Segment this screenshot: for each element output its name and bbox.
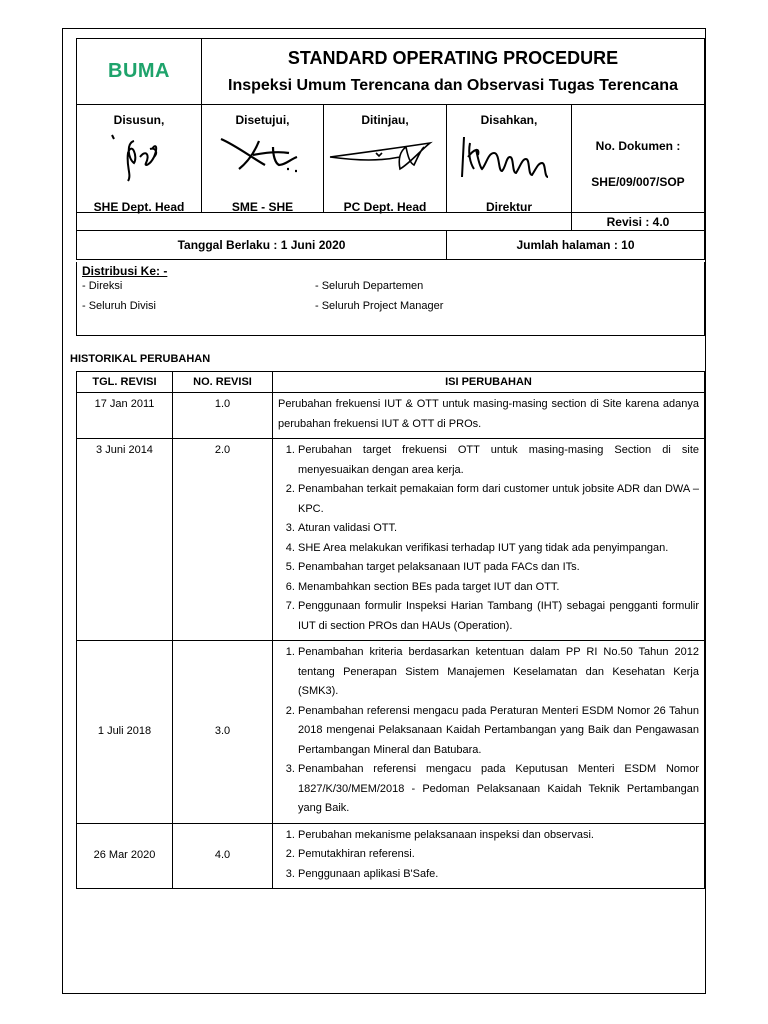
- effective-date: Tanggal Berlaku : 1 Juni 2020: [77, 231, 447, 260]
- distribution-item: - Seluruh Divisi: [82, 300, 156, 312]
- signature-image: [213, 127, 313, 185]
- history-table: [76, 371, 705, 889]
- revision-content: [273, 439, 705, 641]
- list-item: 2. Penambahan referensi mengacu pada Peraturan Menteri ESDM Nomor 26 Tahun 2018 mengenai Pelaksanaan Kaidah Pertambangan yang Baik dan Pengawasan Pertambangan Mineral dan Batubara.: [298, 702, 699, 761]
- list-item: 2. Pemutakhiran referensi.: [298, 845, 699, 865]
- sop-header-table: [76, 38, 705, 260]
- list-item: 1. Perubahan target frekuensi OTT untuk masing-masing Section di site menyesuaikan dengan area kerja.: [298, 441, 699, 480]
- distribution-box: [76, 262, 705, 336]
- list-item: 7. Penggunaan formulir Inspeksi Harian Tambang (IHT) sebagai pengganti formulir IUT di section PROs dan HAUs (Operation).: [298, 597, 699, 636]
- list-item: 4. SHE Area melakukan verifikasi terhadap IUT yang tidak ada penyimpangan.: [298, 539, 699, 559]
- list-item: 2. Penambahan terkait pemakaian form dari customer untuk jobsite ADR dan DWA – KPC.: [298, 480, 699, 519]
- approval-role: Disahkan,: [480, 113, 538, 127]
- revision-number: 3.0: [173, 641, 273, 824]
- approval-position: Direktur: [485, 200, 532, 214]
- revision-date: 3 Juni 2014: [77, 439, 173, 641]
- revision-cell: Revisi : 4.0: [572, 213, 705, 231]
- revision-number: 2.0: [173, 439, 273, 641]
- list-item: 1. Penambahan kriteria berdasarkan ketentuan dalam PP RI No.50 Tahun 2012 tentang Penerapan Sistem Manajemen Keselamatan dan Kesehatan Kerja (SMK3).: [298, 643, 699, 702]
- approval-role: Ditinjau,: [361, 113, 409, 127]
- signature-image: [94, 127, 184, 185]
- approval-disetujui: [202, 105, 324, 213]
- list-item: 3. Penambahan referensi mengacu pada Keputusan Menteri ESDM Nomor 1827/K/30/MEM/2018 - Pedoman Pelaksanaan Kaidah Teknik Pertambangan yang Baik.: [298, 760, 699, 819]
- approval-ditinjau: [324, 105, 447, 213]
- list-item: 6. Menambahkan section BEs pada target IUT dan OTT.: [298, 578, 699, 598]
- list-item: 3. Aturan validasi OTT.: [298, 519, 699, 539]
- approval-role: Disetujui,: [235, 113, 290, 127]
- column-header: NO. REVISI: [173, 372, 273, 393]
- revision-number: 1.0: [173, 393, 273, 439]
- revision-date: 26 Mar 2020: [77, 823, 173, 889]
- table-row: [77, 641, 705, 824]
- list-item: 1. Perubahan mekanisme pelaksanaan inspeksi dan observasi.: [298, 826, 699, 846]
- table-row: [77, 393, 705, 439]
- approval-disusun: [77, 105, 202, 213]
- list-item: 3. Penggunaan aplikasi B'Safe.: [298, 865, 699, 885]
- doc-number-cell: [572, 105, 705, 213]
- revision-number: 4.0: [173, 823, 273, 889]
- table-row: [77, 823, 705, 889]
- column-header: ISI PERUBAHAN: [273, 372, 705, 393]
- spacer: [77, 213, 572, 231]
- distribution-item: - Direksi: [82, 280, 123, 292]
- distribution-item: - Seluruh Departemen: [315, 280, 424, 292]
- approval-disahkan: [447, 105, 572, 213]
- signature-image: [454, 127, 564, 185]
- distribution-item: - Seluruh Project Manager: [315, 300, 444, 312]
- table-row: [77, 439, 705, 641]
- list-item: 5. Penambahan target pelaksanaan IUT pada FACs dan ITs.: [298, 558, 699, 578]
- approval-position: PC Dept. Head: [343, 200, 427, 214]
- buma-logo: BUMA: [77, 39, 202, 105]
- title-cell: [202, 39, 705, 105]
- approval-position: SME - SHE: [231, 200, 294, 214]
- approval-position: SHE Dept. Head: [93, 200, 185, 214]
- page-count: Jumlah halaman : 10: [447, 231, 705, 260]
- doc-number-value: SHE/09/007/SOP: [591, 174, 685, 189]
- revision-content: Perubahan frekuensi IUT & OTT untuk masing-masing section di Site karena adanya perubahan frekuensi IUT & OTT di PROs.: [273, 393, 705, 439]
- revision-content: [273, 641, 705, 824]
- column-header: TGL. REVISI: [77, 372, 173, 393]
- revision-content: [273, 823, 705, 889]
- revision-date: 1 Juli 2018: [77, 641, 173, 824]
- distribution-title: Distribusi Ke: -: [82, 264, 168, 278]
- history-title: HISTORIKAL PERUBAHAN: [70, 353, 211, 365]
- signature-image: [326, 127, 444, 185]
- approval-role: Disusun,: [113, 113, 165, 127]
- revision-date: 17 Jan 2011: [77, 393, 173, 439]
- doc-title: STANDARD OPERATING PROCEDURE: [287, 48, 619, 68]
- doc-number-label: No. Dokumen :: [595, 138, 681, 153]
- doc-subtitle: Inspeksi Umum Terencana dan Observasi Tugas Terencana: [228, 77, 678, 94]
